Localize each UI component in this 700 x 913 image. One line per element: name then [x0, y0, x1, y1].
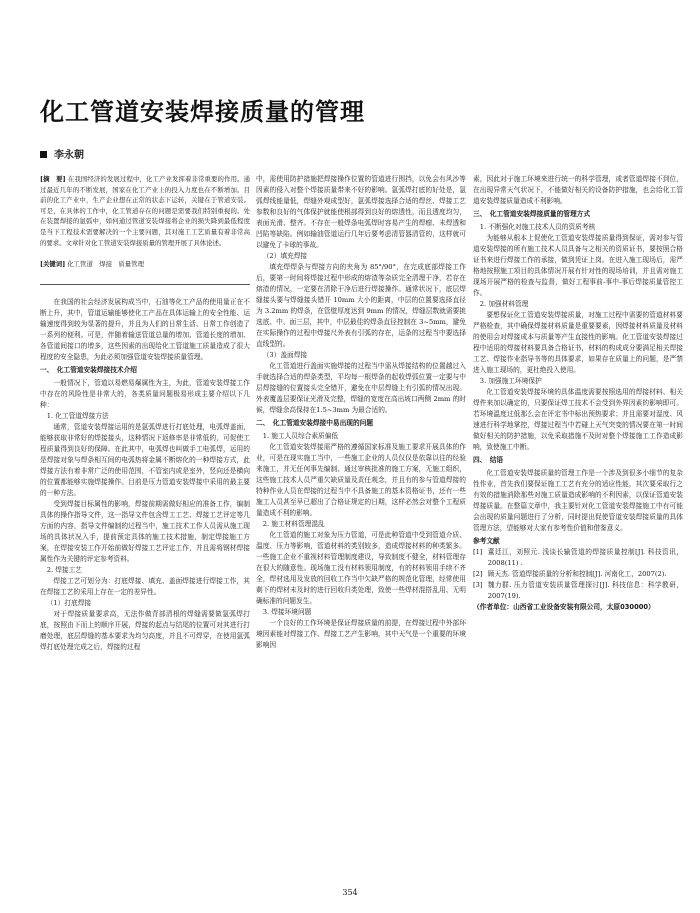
- paragraph: 中，需使用防护措施把焊接操作位置的管道进行围挡，以免会有风沙等因素的侵入对整个焊接质量带来不好的影响。氩弧焊打底的好处是，氩弧焊线能量低，焊缝外观成型好，氩弧焊接选择合适的焊丝、焊接工艺参数和良好的气体保护就能使根部得到良好的熔透性，而且透度均匀，表面光滑、整齐。不存在一般焊条电弧焊时容易产生的焊瘤、未焊透和凹陷等缺陷。例如输油管道运行几年后要考虑清管器清管的，这样就可以避免了卡球的事故。: [256, 175, 466, 249]
- paragraph: 焊接工艺可划分为：打底焊接、填充、盖面焊接进行焊接工作，其在焊接工艺的采用上存在一定的差异性。: [40, 577, 250, 597]
- subsection-heading: 1. 不断强化对施工技术人员的资质考核: [479, 223, 596, 231]
- paragraph: 一般情况下，管道以易燃易爆属性为主，为此，管道安装焊接工作中存在的风险性是非常大的，各类质量问题极易形成主要介绍以下几种：: [40, 379, 250, 410]
- paragraph: 化工管道安装焊接质量的管理工作是一个涉及到很多小细节的复杂性作业，首先我们要保证施工工艺有充分的适应性能，其次要采取行之有效的措施消除那些对施工质量造成影响的不利因素，以保证管道安装焊接质量。在整篇文章中，我主要针对化工管道安装焊接施工中有可能会出现的质量问题进行了分析，同时提出促使管道安装焊接质量的具体管理方法，望能够对大家有参考性价值和借鉴意义。: [473, 469, 683, 532]
- author-name: 李永朝: [54, 150, 84, 161]
- keywords-text: 化工管道 焊接 质量管理: [67, 260, 144, 269]
- abstract-text: 在我国经济的发展过程中，化工产业发挥着非常重要的作用。通过最近几年的不断发展，国家在化工产业上的投入力度也在不断增加。目前的化工产业中，生产企业想在正常的状态下运转，关键在于管道安装。可是，在具体的工作中，化工管道存在的问题是需要我们特别重视的。处在装置焊接的氩弧中，如何通过管道安装焊接将企业的损失降到最低程度是当下工程技术需要解决的一个主要问题，其对施工工艺质量有着非常高的要求。文章针对化工管道安装焊接质量的管理开展了具体论述。: [40, 175, 250, 247]
- paragraph: 素，因此对于施工环境来进行统一的科学管理，或者管道焊接不到位，在出现异常天气状况下，不能做好相关的设备防护措施，也会给化工管道安装焊接质量造成不利影响。: [473, 175, 683, 205]
- page-number: 354: [342, 888, 358, 897]
- subsection-heading: （3）盖面焊接: [262, 351, 308, 359]
- subsection-heading: 2. 施工材料管理混乱: [262, 520, 325, 528]
- reference-item: [473, 547, 683, 569]
- reference-text: 顾天杰. 管道焊接质量的分析和控制[J]. 河南化工，2007(2).: [487, 570, 667, 578]
- paragraph: 化工管道进行盖面实施焊接的过程当中需从焊接结构的位置越过入手就选择合适的焊条类型，平均每一根焊条的起收焊弧位置一定要与中层焊接缝的位置接头完全错开，避免在中层焊缝上有引弧的情况出现。外表覆盖层要保证光滑及完整，焊缝的宽度在高出坡口两侧 2mm 的时候，焊缝余高保持在1.5~3mm 为最合适的。: [256, 362, 466, 414]
- article-title: 化工管道安装焊接质量的管理: [40, 98, 365, 126]
- paragraph: 化工管道安装焊接环境的具体温度需要按照选用的焊接材料、相关焊件来加以确定的，只要保证焊工技术不会受到外界因素的影响即可。若环境温度过低那么会在评定书中标出预热要求；并且需要对湿度、风速进行科学地掌控，焊接过程当中若碰上天气突变的情况要在第一时间做好相关的防护措施，以免采取措施不及时对整个焊接施工工作造成影响，致使施工中断。: [473, 388, 683, 451]
- column-2: [256, 174, 466, 900]
- subsection-heading: 1. 化工管道焊接方法: [46, 412, 109, 421]
- abstract: [40, 174, 250, 248]
- author-affiliation: （作者单位：山西省工业设备安装有限公司，太原030000）: [473, 603, 655, 611]
- subsection-heading: 2. 加强材料管理: [479, 300, 529, 308]
- subsection-heading: 2. 焊接工艺: [46, 566, 82, 575]
- author-line: [40, 146, 84, 161]
- reference-number: [3]: [473, 581, 483, 589]
- column-3: [473, 174, 683, 900]
- abstract-divider: [40, 284, 250, 285]
- paragraph: 为能够从根本上促使化工管道安装焊接质量得到保证，需对参与管道安装焊接的所有施工技术人员具备与之相关的资质证书，要按照合格证书来进行焊接工作的承接，做到凭证上岗。在进入施工现场后，需严格地按照施工项目的具体情况开展有针对性的现场培训，并且需对施工现场开展严格的检查与监督，做好工程事前-事中-事后焊接质量管控工作。: [473, 234, 683, 297]
- reference-item: [473, 569, 683, 580]
- section-heading: 三、 化工管道安装焊接质量的管理方式: [473, 210, 591, 218]
- keywords-label: [关键词]: [40, 260, 66, 269]
- section-heading: 二、 化工管道安装焊接中易出现的问题: [256, 419, 374, 427]
- reference-number: [2]: [473, 570, 483, 578]
- column-1: [40, 174, 250, 900]
- square-bullet-icon: [40, 151, 47, 158]
- reference-text: 魏力群. 压力管道安装质量管理探讨[J]. 科技信息：科学教研，2007(19).: [487, 581, 683, 600]
- paragraph: 通常，管道安装焊接运用的是氩弧焊进行打底处理，电弧焊盖面，能够获取非常好的焊接接头，这种情况下返修率是非常低的，可促使工程质量得到良好的保障。在此其中，电弧焊也叫做手工电弧焊，运用的是焊接对象与焊条相互间的电弧热将金属不断熔化的一种焊接方式，此焊接方法有着非常广泛的使用范围，不管室内或是室外，竖向还是横向的位置都能够实施焊接操作。目前是压力管道安装焊接中采用的最主要的一种方法。: [40, 423, 250, 498]
- paragraph: 一个良好的工作环境是保证焊接质量的前提，在焊接过程中外部环境因素能对焊接工作、焊接工艺产生影响，其中天气是一个重要的环境影响因: [256, 619, 466, 649]
- paragraph: 化工管道安装焊接需严格的遵循国家标准及施工要求开展具体的作业，可是在现实施工当中，一些施工企业的人员仅仅是依靠以往的经验来施工，并无任何事先编制、通过审核批准的施工方案，无施工组织，这些施工技术人员严重欠缺质量及责任观念，并且有的参与管道焊接的特种作业人员在焊接的过程当中不具备施工的基本资格证书，还有一些施工人员甚至早已超出了合格证规定的日期，这样必然会对整个工程质量造成不利的影响。: [256, 443, 466, 517]
- section-heading: 四、 结语: [473, 456, 504, 464]
- subsection-heading: 3. 加强施工环境保护: [479, 377, 542, 385]
- column-1-body: [40, 297, 250, 653]
- section-heading: 一、 化工管道安装焊接技术介绍: [40, 366, 137, 375]
- keywords: [40, 259, 250, 270]
- subsection-heading: 1. 施工人员综合素质偏低: [262, 432, 339, 440]
- paragraph: 在我国的社会经济发展构成当中，石油等化工产品的使用量正在不断上升，其中，管道运输能够使化工产品在具体运输上的安全性能、运输速度得到较为显著的提升，并且为人们的日常生活、日常工作创造了一系列的便利。可是，伴随着输送管道总量的增加、管道长度的增加、各管道间接口的增多，这些因素的出现给化工管道施工质量造成了很大程度的安全隐患，为此必须加强管道安装焊接质量管理。: [40, 298, 250, 362]
- paragraph: 填充焊焊条与焊接方向的夹角为 85°/90°，在完成底部焊接工作后，要第一时间将焊接过程中形成的熔渣等杂质完全清理干净，若存在熔渣的情况，一定要在清除干净后进行焊接操作。通常状况下，底层焊缝接头要与焊缝接头错开 10mm 大小的距离，中层的位置要选择直径为 3.2mm 的焊条，在管壁厚度达到 9mm 的情况，焊缝层数就需要挑选底、中、面三层，其中，中层最佳的焊条直径控制在 3~5mm，避免在实际操作的过程中焊接尺外表有引弧的存在，运条的过程当中要选择直线型的。: [256, 263, 466, 348]
- reference-number: [1]: [473, 548, 483, 556]
- paragraph: 要想保证化工管道安装焊接质量，对施工过程中需要的管道材料要严格检查，其中确保焊接材料质量是重要要素，因焊接材料质量及材料的使用会对焊接成本与质量等产生直接性的影响。化工管道安装焊接过程中适用的焊接材料要具备合格证书，材料的构成成分要满足相关焊接工艺、焊接作业指导书等的具体要求，如果存在质量上的问题，是严禁进入施工现场的，更杜绝投入使用。: [473, 311, 683, 374]
- reference-text: 董廷江，刘照元. 浅谈长输管道的焊接质量控制[J]. 科技资讯，2008(11) .: [487, 548, 683, 567]
- abstract-label: [摘 要]: [40, 175, 66, 183]
- references-heading: 参考文献: [473, 537, 500, 545]
- subsection-heading: 3. 焊接环境问题: [262, 608, 312, 616]
- subsection-heading: （1）打底焊接: [46, 599, 92, 608]
- paragraph: 对于焊接质量要求高，无法作做背部清根的焊缝需要做氩弧焊打底，按照由下而上的顺序开展，焊接的起点与结尾的位置可对其进行打磨处理，底层焊缝的基本要求为均匀高度，并且不可焊穿，在使用氩弧焊打底处理完成之后，焊接的过程: [40, 610, 250, 652]
- paragraph: 化工管道的施工对象为压力管道，可是此种管道中受到管道介质、温度、压力等影响，管道材料的类别较多，造成焊接材料的种类繁多。一些施工企业不重视材料管理制度建设，导致制度不健全，材料管理存在很大的随意性。现场施工没有材料领用制度，有的材料领用手续不齐全，焊材选用及发放的回收工作当中欠缺严格的规范化管理，经常使用剩下的焊材未及时的进行回收归类处理，致使一些焊材混搭乱用、无明确标准的问题发生。: [256, 531, 466, 605]
- subsection-heading: （2）填充焊接: [262, 252, 308, 260]
- paragraph: 受到焊接目标属性的影响，焊接前期需做好相应的准备工作，编制具体的操作指导文件，这一指导文件包含焊工工艺、焊接工艺评定等几方面的内容，指导文件编制的过程当中，施工技术工作人员需从施工现场的具体状况入手，提前预定具体的施工技术措施，制定焊接施工方案，在焊接安装工作开始前做好焊接工艺评定工作，并且需将钢材焊接属性作为关键的评定参考资料。: [40, 500, 250, 564]
- reference-item: [473, 580, 683, 602]
